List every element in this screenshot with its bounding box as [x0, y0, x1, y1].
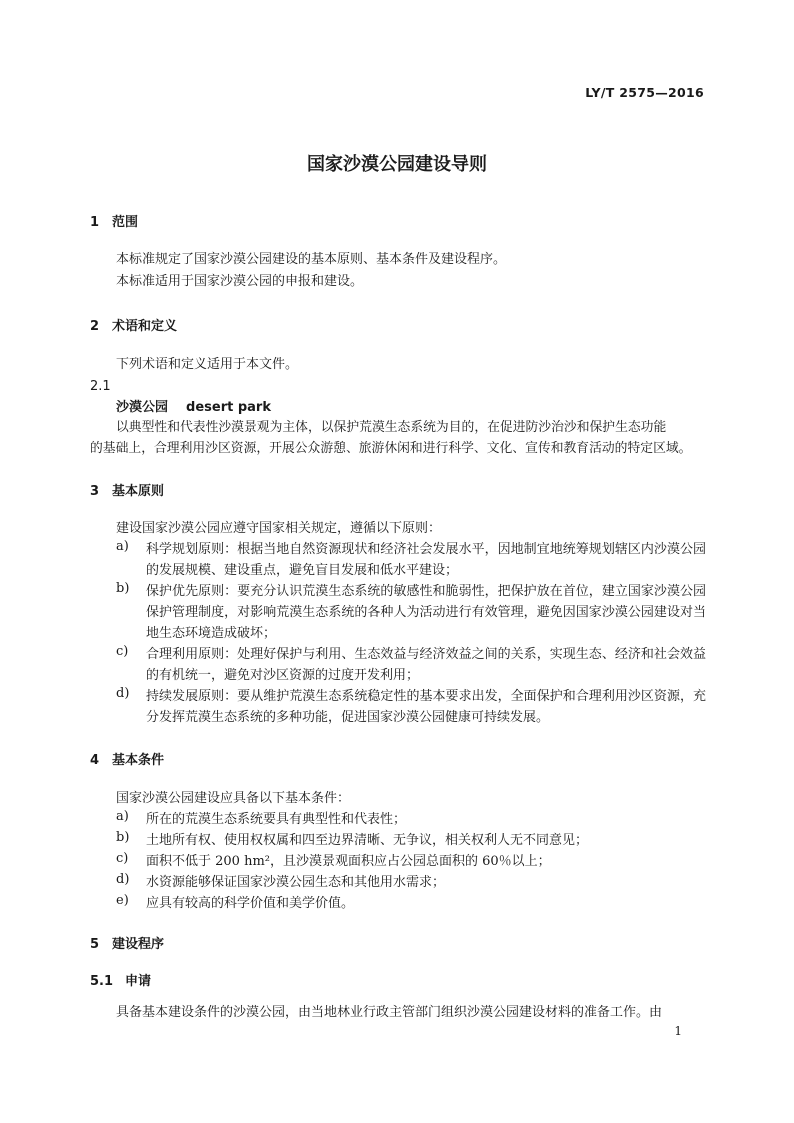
section-heading-5 [90, 933, 164, 952]
list-item-text: 土地所有权、使用权权属和四至边界清晰、无争议，相关权利人无不同意见； [146, 833, 589, 848]
list-item-label: c) [116, 851, 129, 866]
list-item-text: 持续发展原则：要从维护荒漠生态系统稳定性的基本要求出发，全面保护和合理利用沙区资源，充分发挥荒漠生态系统的多种功能，促进国家沙漠公园健康可持续发展。 [146, 689, 706, 725]
subsection-title: 申请 [125, 974, 152, 989]
list-item-label: a) [116, 539, 129, 554]
list-item-label: d) [116, 872, 130, 887]
subsection-heading-5-1 [90, 970, 151, 989]
paragraph: 本标准适用于国家沙漠公园的申报和建设。 [116, 274, 364, 289]
section-title: 基本条件 [112, 753, 165, 768]
list-item-label: c) [116, 644, 129, 659]
section-number: 3 [90, 484, 100, 499]
subsection-number: 5.1 [90, 974, 114, 989]
term-number: 2.1 [90, 379, 111, 394]
paragraph: 本标准规定了国家沙漠公园建设的基本原则、基本条件及建设程序。 [116, 252, 507, 267]
list-item-label: d) [116, 686, 130, 701]
term-chinese: 沙漠公园 [116, 400, 169, 415]
list-item-text: 水资源能够保证国家沙漠公园生态和其他用水需求； [146, 875, 446, 890]
section-number: 4 [90, 753, 100, 768]
section-title: 术语和定义 [112, 319, 178, 334]
section-title: 基本原则 [112, 484, 165, 499]
list-item-label: b) [116, 830, 130, 845]
list-item-text: 合理利用原则：处理好保护与利用、生态效益与经济效益之间的关系，实现生态、经济和社会效益的有机统一，避免对沙区资源的过度开发利用； [146, 647, 706, 683]
page-number: 1 [674, 1024, 682, 1038]
document-title: 国家沙漠公园建设导则 [307, 154, 487, 175]
section-number: 2 [90, 319, 100, 334]
list-item-label: e) [116, 893, 129, 908]
paragraph: 下列术语和定义适用于本文件。 [116, 357, 299, 372]
list-item-text: 面积不低于 200 hm²，且沙漠景观面积应占公园总面积的 60％以上； [146, 854, 551, 869]
section-heading-4 [90, 749, 164, 768]
list-item-text: 所在的荒漠生态系统要具有典型性和代表性； [146, 812, 407, 827]
standard-code: LY/T 2575—2016 [585, 85, 704, 100]
definition-line: 的基础上，合理利用沙区资源，开展公众游憩、旅游休闲和进行科学、文化、宣传和教育活动的特定区域。 [90, 441, 692, 456]
section-title: 建设程序 [112, 937, 165, 952]
term-entry [116, 396, 271, 415]
section-number: 1 [90, 215, 100, 230]
list-item-text: 保护优先原则：要充分认识荒漠生态系统的敏感性和脆弱性，把保护放在首位，建立国家沙漠公园保护管理制度，对影响荒漠生态系统的各种人为活动进行有效管理，避免因国家沙漠公园建设对当地生态环境造成破坏； [146, 584, 706, 641]
section-heading-3 [90, 480, 164, 499]
section-title: 范围 [112, 215, 139, 230]
list-item-label: b) [116, 581, 130, 596]
paragraph: 国家沙漠公园建设应具备以下基本条件： [116, 791, 351, 806]
section-number: 5 [90, 937, 100, 952]
list-item-label: a) [116, 809, 129, 824]
list-item-text: 科学规划原则：根据当地自然资源现状和经济社会发展水平，因地制宜地统筹规划辖区内沙漠公园的发展规模、建设重点，避免盲目发展和低水平建设； [146, 542, 706, 578]
paragraph: 建设国家沙漠公园应遵守国家相关规定，遵循以下原则： [116, 521, 442, 536]
section-heading-1 [90, 211, 138, 230]
list-item-text: 应具有较高的科学价值和美学价值。 [146, 896, 355, 911]
definition-line: 以典型性和代表性沙漠景观为主体，以保护荒漠生态系统为目的，在促进防沙治沙和保护生态功能 [116, 420, 667, 435]
section-heading-2 [90, 315, 177, 334]
paragraph: 具备基本建设条件的沙漠公园，由当地林业行政主管部门组织沙漠公园建设材料的准备工作。由 [116, 1005, 663, 1020]
term-english: desert park [186, 400, 271, 415]
